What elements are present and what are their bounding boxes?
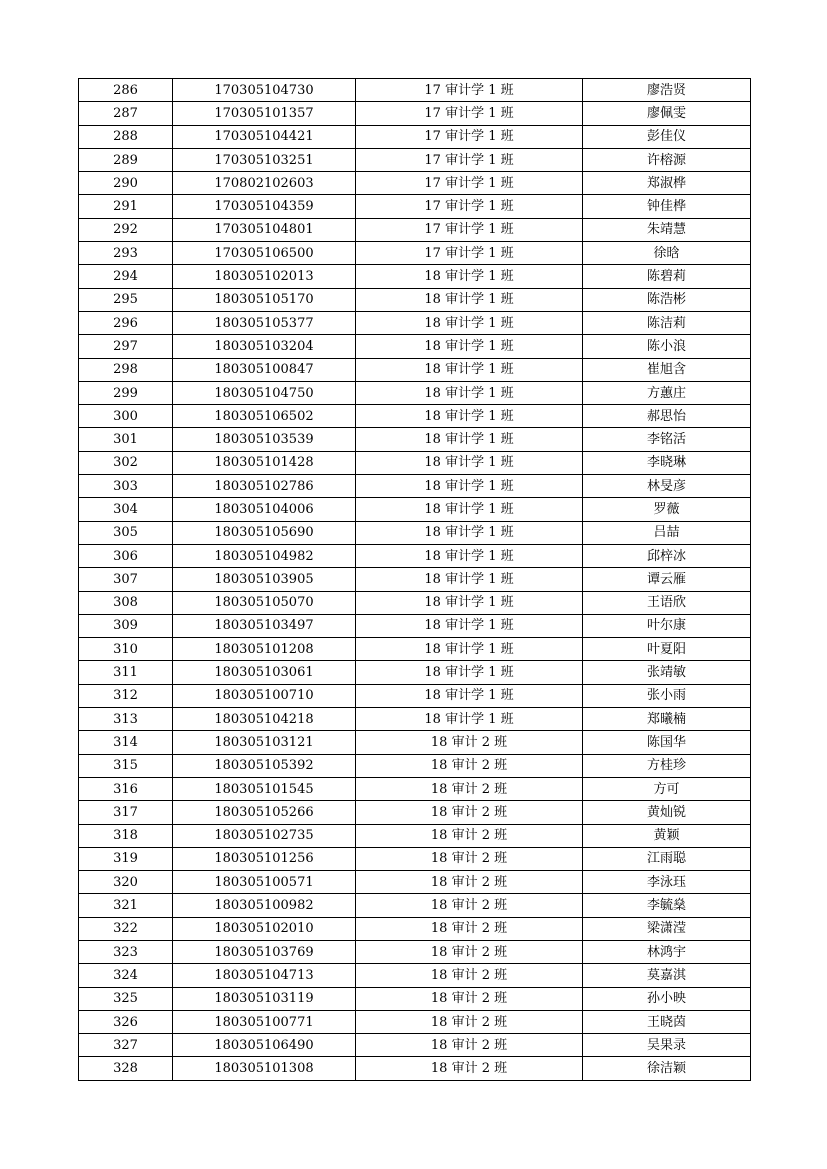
row-number-cell: 325 [79, 987, 173, 1010]
student-id-cell: 180305102010 [173, 917, 356, 940]
student-id-cell: 170305106500 [173, 242, 356, 265]
student-id-cell: 180305103769 [173, 940, 356, 963]
class-name-cell: 18 审计学 1 班 [356, 265, 583, 288]
student-name-cell: 林鸿宇 [583, 940, 751, 963]
row-number-cell: 322 [79, 917, 173, 940]
table-row [79, 498, 751, 521]
student-name-cell: 廖佩雯 [583, 102, 751, 125]
class-name-cell: 18 审计 2 班 [356, 987, 583, 1010]
class-name-cell: 18 审计学 1 班 [356, 568, 583, 591]
row-number-cell: 315 [79, 754, 173, 777]
table-row [79, 451, 751, 474]
student-name-cell: 黄颖 [583, 824, 751, 847]
class-name-cell: 18 审计学 1 班 [356, 381, 583, 404]
row-number-cell: 286 [79, 79, 173, 102]
table-row [79, 265, 751, 288]
class-name-cell: 18 审计 2 班 [356, 917, 583, 940]
student-name-cell: 莫嘉淇 [583, 964, 751, 987]
student-name-cell: 罗薇 [583, 498, 751, 521]
student-name-cell: 郑曦楠 [583, 708, 751, 731]
student-id-cell: 170305104730 [173, 79, 356, 102]
student-name-cell: 李泳珏 [583, 871, 751, 894]
student-name-cell: 李晓琳 [583, 451, 751, 474]
class-name-cell: 17 审计学 1 班 [356, 242, 583, 265]
student-id-cell: 180305100847 [173, 358, 356, 381]
table-row [79, 381, 751, 404]
student-id-cell: 180305102786 [173, 475, 356, 498]
row-number-cell: 307 [79, 568, 173, 591]
student-name-cell: 叶尔康 [583, 614, 751, 637]
student-name-cell: 方可 [583, 777, 751, 800]
row-number-cell: 324 [79, 964, 173, 987]
class-name-cell: 18 审计学 1 班 [356, 684, 583, 707]
table-row [79, 847, 751, 870]
class-name-cell: 18 审计 2 班 [356, 777, 583, 800]
student-id-cell: 180305100571 [173, 871, 356, 894]
row-number-cell: 308 [79, 591, 173, 614]
table-row [79, 335, 751, 358]
class-name-cell: 18 审计学 1 班 [356, 498, 583, 521]
class-name-cell: 17 审计学 1 班 [356, 172, 583, 195]
student-id-cell: 180305100771 [173, 1010, 356, 1033]
student-id-cell: 180305103061 [173, 661, 356, 684]
row-number-cell: 296 [79, 311, 173, 334]
row-number-cell: 293 [79, 242, 173, 265]
table-row [79, 242, 751, 265]
table-row [79, 801, 751, 824]
student-id-cell: 170305104801 [173, 218, 356, 241]
row-number-cell: 312 [79, 684, 173, 707]
table-row [79, 102, 751, 125]
table-row [79, 1057, 751, 1080]
row-number-cell: 311 [79, 661, 173, 684]
class-name-cell: 18 审计 2 班 [356, 1010, 583, 1033]
student-id-cell: 180305104006 [173, 498, 356, 521]
row-number-cell: 310 [79, 638, 173, 661]
student-name-cell: 朱靖慧 [583, 218, 751, 241]
row-number-cell: 314 [79, 731, 173, 754]
table-row [79, 358, 751, 381]
student-name-cell: 吴果录 [583, 1034, 751, 1057]
class-name-cell: 18 审计学 1 班 [356, 614, 583, 637]
row-number-cell: 297 [79, 335, 173, 358]
student-name-cell: 陈国华 [583, 731, 751, 754]
student-name-cell: 王晓茵 [583, 1010, 751, 1033]
row-number-cell: 305 [79, 521, 173, 544]
row-number-cell: 313 [79, 708, 173, 731]
student-id-cell: 180305103119 [173, 987, 356, 1010]
table-row [79, 475, 751, 498]
class-name-cell: 18 审计 2 班 [356, 801, 583, 824]
table-row [79, 79, 751, 102]
row-number-cell: 291 [79, 195, 173, 218]
row-number-cell: 289 [79, 148, 173, 171]
table-row [79, 731, 751, 754]
roster-body [79, 79, 751, 1081]
row-number-cell: 301 [79, 428, 173, 451]
table-row [79, 661, 751, 684]
student-name-cell: 王语欣 [583, 591, 751, 614]
table-row [79, 521, 751, 544]
student-name-cell: 吕喆 [583, 521, 751, 544]
student-name-cell: 陈碧莉 [583, 265, 751, 288]
student-name-cell: 张靖敏 [583, 661, 751, 684]
student-name-cell: 彭佳仪 [583, 125, 751, 148]
table-row [79, 917, 751, 940]
student-id-cell: 170305101357 [173, 102, 356, 125]
student-id-cell: 170802102603 [173, 172, 356, 195]
table-row [79, 428, 751, 451]
row-number-cell: 319 [79, 847, 173, 870]
student-name-cell: 梁潇滢 [583, 917, 751, 940]
table-row [79, 964, 751, 987]
row-number-cell: 316 [79, 777, 173, 800]
student-roster-table [78, 78, 751, 1081]
student-name-cell: 李铭活 [583, 428, 751, 451]
table-row [79, 544, 751, 567]
student-name-cell: 陈浩彬 [583, 288, 751, 311]
student-id-cell: 180305106490 [173, 1034, 356, 1057]
table-row [79, 987, 751, 1010]
row-number-cell: 321 [79, 894, 173, 917]
student-id-cell: 180305103204 [173, 335, 356, 358]
student-id-cell: 180305101256 [173, 847, 356, 870]
student-id-cell: 180305104713 [173, 964, 356, 987]
table-row [79, 871, 751, 894]
class-name-cell: 18 审计学 1 班 [356, 591, 583, 614]
table-row [79, 638, 751, 661]
student-id-cell: 180305103121 [173, 731, 356, 754]
row-number-cell: 323 [79, 940, 173, 963]
student-name-cell: 郝思怡 [583, 405, 751, 428]
student-id-cell: 180305103497 [173, 614, 356, 637]
class-name-cell: 18 审计学 1 班 [356, 405, 583, 428]
row-number-cell: 328 [79, 1057, 173, 1080]
student-id-cell: 180305101545 [173, 777, 356, 800]
student-name-cell: 崔旭含 [583, 358, 751, 381]
student-name-cell: 谭云雁 [583, 568, 751, 591]
student-id-cell: 180305105377 [173, 311, 356, 334]
student-id-cell: 180305105690 [173, 521, 356, 544]
student-name-cell: 江雨聪 [583, 847, 751, 870]
row-number-cell: 320 [79, 871, 173, 894]
student-name-cell: 林旻彦 [583, 475, 751, 498]
table-row [79, 591, 751, 614]
student-id-cell: 180305101428 [173, 451, 356, 474]
row-number-cell: 303 [79, 475, 173, 498]
student-id-cell: 170305104421 [173, 125, 356, 148]
student-id-cell: 180305100710 [173, 684, 356, 707]
student-name-cell: 方桂珍 [583, 754, 751, 777]
table-row [79, 894, 751, 917]
class-name-cell: 18 审计学 1 班 [356, 335, 583, 358]
class-name-cell: 18 审计 2 班 [356, 1057, 583, 1080]
class-name-cell: 18 审计学 1 班 [356, 638, 583, 661]
class-name-cell: 18 审计学 1 班 [356, 544, 583, 567]
student-name-cell: 钟佳桦 [583, 195, 751, 218]
row-number-cell: 292 [79, 218, 173, 241]
student-id-cell: 180305104218 [173, 708, 356, 731]
table-row [79, 754, 751, 777]
row-number-cell: 326 [79, 1010, 173, 1033]
table-row [79, 311, 751, 334]
table-row [79, 684, 751, 707]
student-id-cell: 180305106502 [173, 405, 356, 428]
table-row [79, 777, 751, 800]
class-name-cell: 18 审计学 1 班 [356, 475, 583, 498]
student-id-cell: 180305105170 [173, 288, 356, 311]
row-number-cell: 287 [79, 102, 173, 125]
row-number-cell: 300 [79, 405, 173, 428]
row-number-cell: 290 [79, 172, 173, 195]
student-name-cell: 邱梓冰 [583, 544, 751, 567]
class-name-cell: 18 审计学 1 班 [356, 521, 583, 544]
class-name-cell: 17 审计学 1 班 [356, 79, 583, 102]
class-name-cell: 18 审计学 1 班 [356, 358, 583, 381]
class-name-cell: 18 审计学 1 班 [356, 451, 583, 474]
student-id-cell: 180305105070 [173, 591, 356, 614]
student-id-cell: 180305102735 [173, 824, 356, 847]
student-name-cell: 黄灿锐 [583, 801, 751, 824]
student-id-cell: 180305101208 [173, 638, 356, 661]
row-number-cell: 304 [79, 498, 173, 521]
student-id-cell: 180305104982 [173, 544, 356, 567]
student-name-cell: 方蕙庄 [583, 381, 751, 404]
class-name-cell: 17 审计学 1 班 [356, 195, 583, 218]
class-name-cell: 18 审计 2 班 [356, 894, 583, 917]
row-number-cell: 318 [79, 824, 173, 847]
class-name-cell: 18 审计学 1 班 [356, 708, 583, 731]
student-id-cell: 180305105266 [173, 801, 356, 824]
class-name-cell: 18 审计 2 班 [356, 754, 583, 777]
table-row [79, 218, 751, 241]
row-number-cell: 306 [79, 544, 173, 567]
student-name-cell: 徐洁颖 [583, 1057, 751, 1080]
row-number-cell: 309 [79, 614, 173, 637]
table-row [79, 824, 751, 847]
student-name-cell: 李毓燊 [583, 894, 751, 917]
student-name-cell: 陈洁莉 [583, 311, 751, 334]
row-number-cell: 288 [79, 125, 173, 148]
class-name-cell: 18 审计 2 班 [356, 871, 583, 894]
student-name-cell: 叶夏阳 [583, 638, 751, 661]
row-number-cell: 298 [79, 358, 173, 381]
student-id-cell: 170305104359 [173, 195, 356, 218]
class-name-cell: 17 审计学 1 班 [356, 148, 583, 171]
student-id-cell: 170305103251 [173, 148, 356, 171]
class-name-cell: 18 审计 2 班 [356, 940, 583, 963]
student-name-cell: 许榕源 [583, 148, 751, 171]
class-name-cell: 18 审计 2 班 [356, 964, 583, 987]
table-row [79, 1034, 751, 1057]
student-name-cell: 张小雨 [583, 684, 751, 707]
student-name-cell: 郑淑桦 [583, 172, 751, 195]
student-name-cell: 孙小映 [583, 987, 751, 1010]
table-row [79, 288, 751, 311]
table-row [79, 195, 751, 218]
class-name-cell: 17 审计学 1 班 [356, 218, 583, 241]
table-row [79, 940, 751, 963]
student-id-cell: 180305102013 [173, 265, 356, 288]
class-name-cell: 18 审计 2 班 [356, 731, 583, 754]
class-name-cell: 18 审计 2 班 [356, 847, 583, 870]
student-id-cell: 180305100982 [173, 894, 356, 917]
class-name-cell: 18 审计 2 班 [356, 1034, 583, 1057]
class-name-cell: 17 审计学 1 班 [356, 102, 583, 125]
student-id-cell: 180305105392 [173, 754, 356, 777]
student-id-cell: 180305103905 [173, 568, 356, 591]
student-name-cell: 廖浩贤 [583, 79, 751, 102]
row-number-cell: 299 [79, 381, 173, 404]
student-id-cell: 180305101308 [173, 1057, 356, 1080]
class-name-cell: 18 审计 2 班 [356, 824, 583, 847]
row-number-cell: 295 [79, 288, 173, 311]
class-name-cell: 18 审计学 1 班 [356, 661, 583, 684]
student-name-cell: 徐晗 [583, 242, 751, 265]
class-name-cell: 17 审计学 1 班 [356, 125, 583, 148]
class-name-cell: 18 审计学 1 班 [356, 311, 583, 334]
row-number-cell: 302 [79, 451, 173, 474]
student-id-cell: 180305104750 [173, 381, 356, 404]
table-row [79, 172, 751, 195]
student-id-cell: 180305103539 [173, 428, 356, 451]
student-name-cell: 陈小浪 [583, 335, 751, 358]
row-number-cell: 294 [79, 265, 173, 288]
table-row [79, 1010, 751, 1033]
row-number-cell: 327 [79, 1034, 173, 1057]
table-row [79, 125, 751, 148]
table-row [79, 708, 751, 731]
class-name-cell: 18 审计学 1 班 [356, 288, 583, 311]
table-row [79, 568, 751, 591]
table-row [79, 148, 751, 171]
table-row [79, 405, 751, 428]
class-name-cell: 18 审计学 1 班 [356, 428, 583, 451]
table-row [79, 614, 751, 637]
row-number-cell: 317 [79, 801, 173, 824]
